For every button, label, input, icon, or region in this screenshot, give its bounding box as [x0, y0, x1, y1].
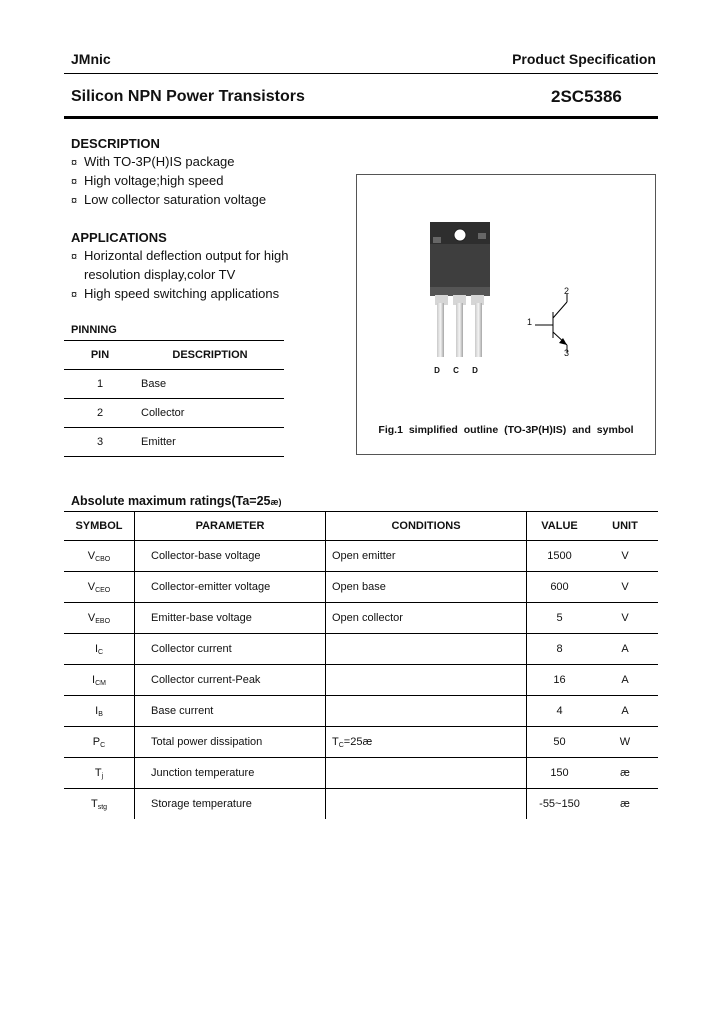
table-row	[64, 572, 658, 603]
conditions-cell	[326, 634, 527, 665]
unit-cell: æ	[592, 789, 658, 820]
list-item-continued: resolution display,color TV	[84, 267, 236, 282]
table-row	[64, 634, 658, 665]
value-cell: 50	[527, 727, 593, 758]
list-item: ¤ High speed switching applications	[71, 286, 280, 301]
table-row	[64, 541, 658, 572]
symbol-cell: $I_C$	[64, 634, 135, 665]
symbol-pin-2: 2	[564, 286, 570, 296]
bullet-icon: ¤	[71, 289, 78, 301]
list-item: ¤ Horizontal deflection output for high	[71, 248, 289, 263]
ratings-heading: Absolute maximum ratings(Ta=25æ)	[71, 494, 282, 508]
part-number: 2SC5386	[551, 87, 622, 106]
conditions-cell	[326, 665, 527, 696]
unit-cell: A	[592, 665, 658, 696]
bullet-icon: ¤	[71, 251, 78, 263]
header-rule-top	[64, 73, 658, 74]
parameter-col-header: PARAMETER	[135, 512, 326, 541]
parameter-cell: Junction temperature	[135, 758, 326, 789]
bullet-icon: ¤	[71, 157, 78, 169]
unit-cell: V	[592, 572, 658, 603]
symbol-pin-1: 1	[527, 317, 533, 327]
figure-box	[356, 174, 656, 455]
value-cell: 5	[527, 603, 593, 634]
parameter-cell: Collector current	[135, 634, 326, 665]
conditions-cell	[326, 696, 527, 727]
symbol-cell: $V_{CBO}$	[64, 541, 135, 572]
symbol-col-header: SYMBOL	[75, 520, 123, 532]
company-name: JMnic	[71, 51, 111, 67]
unit-col-header: UNIT	[612, 520, 638, 532]
pin-label: D	[434, 366, 440, 375]
symbol-cell: $T_j$	[64, 758, 135, 789]
table-row	[64, 789, 658, 820]
symbol-cell: $V_{EBO}$	[64, 603, 135, 634]
parameter-cell: Collector-emitter voltage	[135, 572, 326, 603]
unit-cell: W	[592, 727, 658, 758]
conditions-cell: Open emitter	[326, 541, 527, 572]
doc-type: Product Specification	[512, 51, 656, 67]
header-rule-bottom	[64, 116, 658, 119]
symbol-cell: $I_B$	[64, 696, 135, 727]
bullet-icon: ¤	[71, 195, 78, 207]
conditions-cell: Open collector	[326, 603, 527, 634]
value-cell: 150	[527, 758, 593, 789]
value-cell: 8	[527, 634, 593, 665]
conditions-cell	[326, 758, 527, 789]
list-item: ¤ High voltage;high speed	[71, 173, 224, 188]
symbol-cell: $V_{CEO}$	[64, 572, 135, 603]
table-row	[64, 758, 658, 789]
product-title: Silicon NPN Power Transistors	[71, 88, 305, 105]
unit-cell: A	[592, 634, 658, 665]
unit-cell: V	[592, 541, 658, 572]
list-item: ¤ Low collector saturation voltage	[71, 192, 267, 207]
parameter-cell: Collector current-Peak	[135, 665, 326, 696]
pin-label: D	[472, 366, 478, 375]
table-row	[64, 665, 658, 696]
value-cell: 1500	[527, 541, 593, 572]
parameter-cell: Total power dissipation	[135, 727, 326, 758]
table-row	[64, 727, 658, 758]
symbol-cell: $P_C$	[64, 727, 135, 758]
pin-label: C	[453, 366, 459, 375]
bullet-icon: ¤	[71, 176, 78, 188]
table-row: 1 Base	[64, 370, 284, 399]
value-col-header: VALUE	[527, 512, 593, 541]
value-cell: 600	[527, 572, 593, 603]
desc-col-header: DESCRIPTION	[172, 349, 248, 361]
table-row: 3 Emitter	[64, 428, 284, 457]
table-row	[64, 696, 658, 727]
table-row: 2 Collector	[64, 399, 284, 428]
figure-caption: Fig.1 simplified outline (TO-3P(H)IS) and symbol	[378, 424, 634, 436]
symbol-cell: $T_{stg}$	[64, 789, 135, 820]
conditions-cell: Open base	[326, 572, 527, 603]
list-item: ¤ With TO-3P(H)IS package	[71, 154, 235, 169]
conditions-cell	[326, 789, 527, 820]
applications-list	[71, 248, 289, 305]
symbol-pin-3: 3	[564, 348, 570, 358]
parameter-cell: Emitter-base voltage	[135, 603, 326, 634]
value-cell: -55~150	[527, 789, 593, 820]
pinning-table	[64, 340, 284, 457]
value-cell: 4	[527, 696, 593, 727]
parameter-cell: Collector-base voltage	[135, 541, 326, 572]
pinning-heading: PINNING	[71, 324, 117, 336]
conditions-cell: $T_C=25æ$	[326, 727, 527, 758]
unit-cell: A	[592, 696, 658, 727]
pin-col-header: PIN	[90, 349, 110, 361]
symbol-cell: $I_{CM}$	[64, 665, 135, 696]
parameter-cell: Base current	[135, 696, 326, 727]
unit-cell: V	[592, 603, 658, 634]
value-cell: 16	[527, 665, 593, 696]
unit-cell: æ	[592, 758, 658, 789]
ratings-table	[64, 511, 658, 819]
table-row	[64, 603, 658, 634]
applications-heading: APPLICATIONS	[71, 230, 167, 245]
conditions-col-header: CONDITIONS	[326, 512, 527, 541]
description-heading: DESCRIPTION	[71, 136, 160, 151]
package-outline-image	[357, 175, 655, 395]
description-list	[71, 154, 266, 211]
parameter-cell: Storage temperature	[135, 789, 326, 820]
